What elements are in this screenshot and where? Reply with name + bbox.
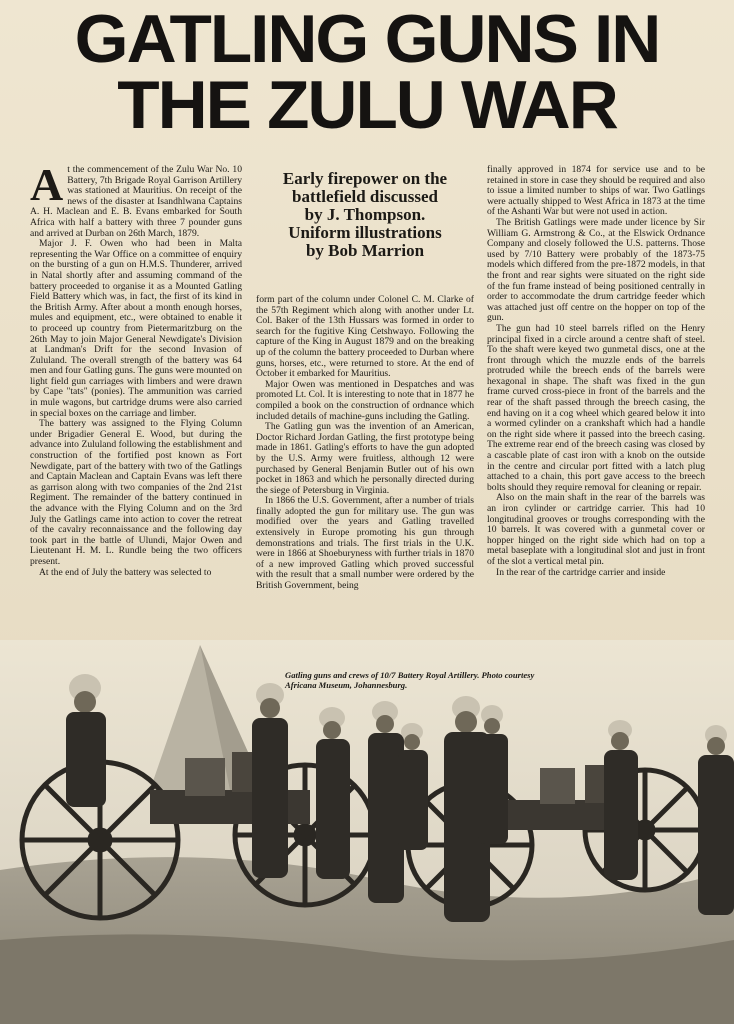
column-2-paragraph-1: form part of the column under Colonel C. M. Clarke of the 57th Regiment which along with another under Lt. Col. Baker of the 13th Hussars was formed in order to search for the fugitive King Cetshwayo. Following the capture of the King in August 1879 and on the breaking up of the column the battery proceeded to Durban where guns, horses, etc., were returned to store. At the end of October it embarked for Mauritius. <box>256 295 474 380</box>
deck-line-3: by J. Thompson. <box>304 205 426 224</box>
column-1-paragraph-4: At the end of July the battery was selected to <box>39 566 212 578</box>
column-2-paragraph-2: Major Owen was mentioned in Despatches and was promoted Lt. Col. It is interesting to note that in 1877 he compiled a book on the construction of ordnance which included details of machine-guns including the Gatling. <box>256 378 474 422</box>
column-3-paragraph-3: The gun had 10 steel barrels rifled on the Henry principal fixed in a circle around a centre shaft of steel. To the shaft were keyed two gunmetal discs, one at the front through which the muzzle ends of the barrels protruded while the breech ends of the barrels were hexagonal in shape. The shaft was fixed in the gun frame curved cross-piece in front of the barrels and the rear of the shaft passed through the breech casing, the end having on it a cog wheel which geared below it into a wormed cylinder on a crankshaft which had a handle on the right side where it passed into the breech casing. The extreme rear end of the breech casing was closed by a cascable plate of cast iron with a knob on the outside in the centre and circular port fitted with a latch plug attached to a chain, this port gave access to the breech bolts should they require removal for cleaning or repair. <box>487 322 705 493</box>
historical-photo <box>0 640 734 1024</box>
article-column-2 <box>256 295 474 665</box>
gatling-crew-photo-illustration <box>0 640 734 1024</box>
column-3-paragraph-5: In the rear of the cartridge carrier and inside <box>496 566 666 578</box>
deck-line-2: battlefield discussed <box>292 187 438 206</box>
column-3-paragraph-2: The British Gatlings were made under licence by Sir William G. Armstrong & Co., at the Elswick Ordnance Company and closely followed the U.S. patterns. Those used by 7/10 Battery were probably of the 1873-75 models which differed from the pre-1872 models, in that the front and rear sights were situated on the right side of the fun frame instead of being positioned centrally in order to accommodate the drum cartridge feeder which was attached just off centre on the hopper on top of the gun. <box>487 216 705 324</box>
column-1-paragraph-3: The battery was assigned to the Flying Column under Brigadier General E. Wood, but during the advance into Zululand following the establishment and construction of the fortified post known as Fort Newdigate, part of the battery with two of the Gatlings and Captain Maclean and Captain Evans was left there as garrison along with two companies of the 2nd 21st Regiment. The remainder of the battery continued in the advance with the Flying Column and on the 3rd July the Gatlings came into action to cover the retreat of the cavalry reconnaissance and the following day took part in the battle of Ulundi, Major Owen and Lieutenant H. M. L. Rundle being the two officers present. <box>30 418 242 567</box>
headline-line-2: THE ZULU WAR <box>117 67 617 143</box>
article-column-1 <box>30 165 242 665</box>
deck-line-4: Uniform illustrations <box>288 223 442 242</box>
column-1-paragraph-2: Major J. F. Owen who had been in Malta representing the War Office on a committee of enquiry on the bursting of a gun on H.M.S. Thunderer, arrived in Natal shortly after and assuming command of the battery proceeded to organise it as a Mounted Gatling Field Battery which was, in fact, the first of its kind in the British Army. After about a month enough horses, mules and equipment, etc., were obtained to enable it to proceed up country from Pietermaritzburg on the 26th May to join Major General Newdigate's Division at Landman's Drift for the second Invasion of Zululand. The overall strength of the battery was 64 men and four Gatling guns. The guns were mounted on light field gun carriages with limbers and were drawn by Cape "tats" (ponies). The ammunition was carried in mule wagons, but cartridge drums were also carried in special boxes on the carriage and limber. <box>30 238 242 419</box>
column-2-paragraph-4: In 1866 the U.S. Government, after a number of trials finally adopted the gun for military use. The gun was modified over the years and Gatling travelled extensively in Europe promoting his gun through demonstrations and trials. The first trials in the U.K. were in 1866 at Shoeburyness with further trials in 1870 of a new improved Gatling which proved successful with the result that a small number were ordered by the British Government, being <box>256 495 474 592</box>
caption-line-1: Gatling guns and crews of 10/7 Battery Royal Artillery. Photo courtesy <box>285 670 535 680</box>
deck-line-1: Early firepower on the <box>282 169 448 188</box>
column-3-paragraph-1: finally approved in 1874 for service use and to be retained in store in case they should be required and also to issue a limited number to ships of war. Two Gatlings were actually shipped to West Africa in 1873 at the time of the Ashanti War but were not used in action. <box>487 165 705 218</box>
article-deck <box>250 170 480 260</box>
column-2-paragraph-3: The Gatling gun was the invention of an American, Doctor Richard Jordan Gatling, the first prototype being made in 1861. Gatling's efforts to have the gun adopted by the U.S. Army were fruitless, although 12 were purchased by General Benjamin Butler out of his own pocket in 1863 and which he personally directed during the siege of Petersburg in Virginia. <box>256 421 474 496</box>
caption-line-2: Africana Museum, Johannesburg. <box>285 680 408 690</box>
headline-line-1: GATLING GUNS IN <box>74 1 660 77</box>
deck-line-5: by Bob Marrion <box>305 241 425 260</box>
article-column-3 <box>487 165 705 665</box>
headline <box>0 1 734 143</box>
drop-cap: A <box>30 165 64 210</box>
column-1-paragraph-1: At the commencement of the Zulu War No. 10 Battery, 7th Brigade Royal Garrison Artillery was stationed at Mauritius. On receipt of the news of the disaster at Isandhlwana Captains A. H. Maclean and E. B. Evans embarked for South Africa with half a battery with three 7 pounder guns and arrived at Durban on 26th March, 1879. <box>30 165 242 239</box>
photo-caption <box>285 670 665 690</box>
column-3-paragraph-4: Also on the main shaft in the rear of the barrels was an iron cylinder or cartridge carrier. This had 10 longitudinal grooves or troughs corresponding with the 10 barrels. It was covered with a gunmetal cover or hopper hinged on the right side which had on top a metal baseplate with a longitudinal slot and just in front of the slot a vertical metal pin. <box>487 492 705 567</box>
